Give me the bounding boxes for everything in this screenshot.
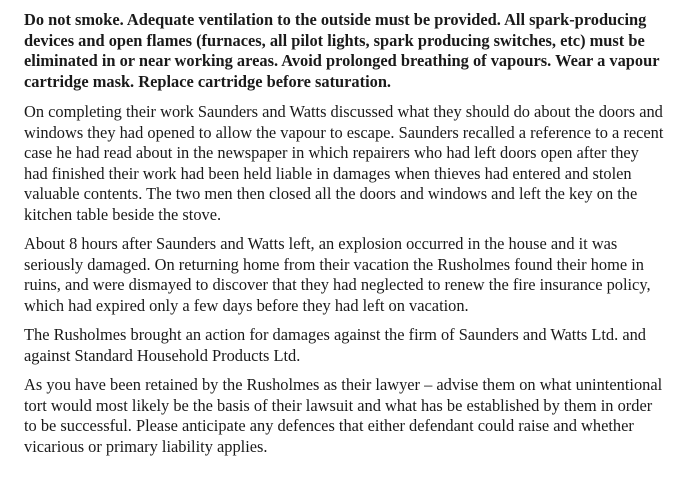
paragraph-question: As you have been retained by the Rusholmes as their lawyer – advise them on what unintentional tort would most likely be the basis of their lawsuit and what has be established by them in order to be successful. Please anticipate any defences that either defendant could raise and whether vicarious or primary liability applies. — [24, 375, 663, 456]
paragraph-closing-doors: On completing their work Saunders and Watts discussed what they should do about the doors and windows they had opened to allow the vapour to escape. Saunders recalled a reference to a recent case he had read about in the newspaper in which repairers who had left doors open after they had finished their work had been held liable in damages when thieves had entered and stolen valuable contents. The two men then closed all the doors and windows and left the key on the kitchen table beside the stove. — [24, 102, 664, 224]
safety-warning: Do not smoke. Adequate ventilation to the outside must be provided. All spark-producing devices and open flames (furnaces, all pilot lights, spark producing switches, etc) must be eliminated in or near working areas. Avoid prolonged breathing of vapours. Wear a vapour cartridge mask. Replace cartridge before saturation. — [24, 10, 660, 91]
paragraph-action: The Rusholmes brought an action for damages against the firm of Saunders and Watts Ltd. and against Standard Household Products Ltd. — [24, 325, 646, 365]
paragraph-explosion: About 8 hours after Saunders and Watts left, an explosion occurred in the house and it was seriously damaged. On returning home from their vacation the Rusholmes found their home in ruins, and were dismayed to discover that they had neglected to renew the fire insurance policy, which had expired only a few days before they had left on vacation. — [24, 234, 651, 315]
